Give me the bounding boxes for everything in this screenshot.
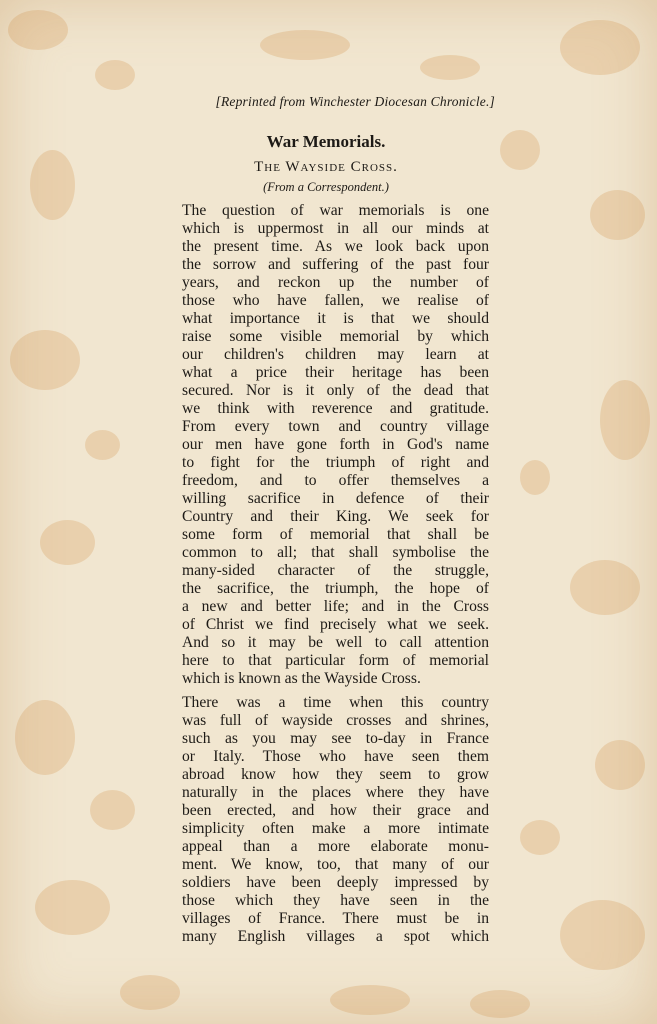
text-line: years, and reckon up the number of <box>182 274 489 291</box>
text-line: soldiers have been deeply impressed by <box>182 874 489 891</box>
text-line: the sorrow and suffering of the past four <box>182 256 489 273</box>
text-line: common to all; that shall symbolise the <box>182 544 489 561</box>
reprint-note: [Reprinted from Winchester Diocesan Chronicle.] <box>215 94 495 109</box>
text-line: the present time. As we look back upon <box>182 238 489 255</box>
text-line: many-sided character of the struggle, <box>182 562 489 579</box>
text-line: There was a time when this country <box>182 694 489 711</box>
text-line: secured. Nor is it only of the dead that <box>182 382 489 399</box>
text-line: was full of wayside crosses and shrines, <box>182 712 489 729</box>
text-line: raise some visible memorial by which <box>182 328 489 345</box>
text-line: The question of war memorials is one <box>182 202 489 219</box>
text-line: a new and better life; and in the Cross <box>182 598 489 615</box>
text-line: which is uppermost in all our minds at <box>182 220 489 237</box>
text-line: ment. We know, too, that many of our <box>182 856 489 873</box>
text-line: those who have fallen, we realise of <box>182 292 489 309</box>
text-line: here to that particular form of memorial <box>182 652 489 669</box>
text-line: naturally in the places where they have <box>182 784 489 801</box>
paragraph-1 <box>163 202 489 688</box>
text-line: to fight for the triumph of right and <box>182 454 489 471</box>
text-line: of Christ we find precisely what we seek. <box>182 616 489 633</box>
text-line: our children's children may learn at <box>182 346 489 363</box>
text-line: what a price their heritage has been <box>182 364 489 381</box>
text-line: willing sacrifice in defence of their <box>182 490 489 507</box>
text-line: which is known as the Wayside Cross. <box>182 670 421 687</box>
text-line: appeal than a more elaborate monu- <box>182 838 489 855</box>
article-subtitle: The Wayside Cross. <box>254 159 398 175</box>
text-line: been erected, and how their grace and <box>182 802 489 819</box>
paragraph-2 <box>163 694 489 946</box>
text-line: many English villages a spot which <box>182 928 489 945</box>
text-line: And so it may be well to call attention <box>182 634 489 651</box>
article-body <box>163 202 489 946</box>
text-line: we think with reverence and gratitude. <box>182 400 489 417</box>
text-line: what importance it is that we should <box>182 310 489 327</box>
text-line: or Italy. Those who have seen them <box>182 748 489 765</box>
text-line: such as you may see to-day in France <box>182 730 489 747</box>
text-line: those which they have seen in the <box>182 892 489 909</box>
text-line: some form of memorial that shall be <box>182 526 489 543</box>
text-line: simplicity often make a more intimate <box>182 820 489 837</box>
text-line: freedom, and to offer themselves a <box>182 472 489 489</box>
article-byline: (From a Correspondent.) <box>263 180 389 194</box>
text-line: abroad know how they seem to grow <box>182 766 489 783</box>
article-title: War Memorials. <box>266 132 386 151</box>
text-line: the sacrifice, the triumph, the hope of <box>182 580 489 597</box>
text-line: Country and their King. We seek for <box>182 508 489 525</box>
text-line: From every town and country village <box>182 418 489 435</box>
text-line: villages of France. There must be in <box>182 910 489 927</box>
text-line: our men have gone forth in God's name <box>182 436 489 453</box>
